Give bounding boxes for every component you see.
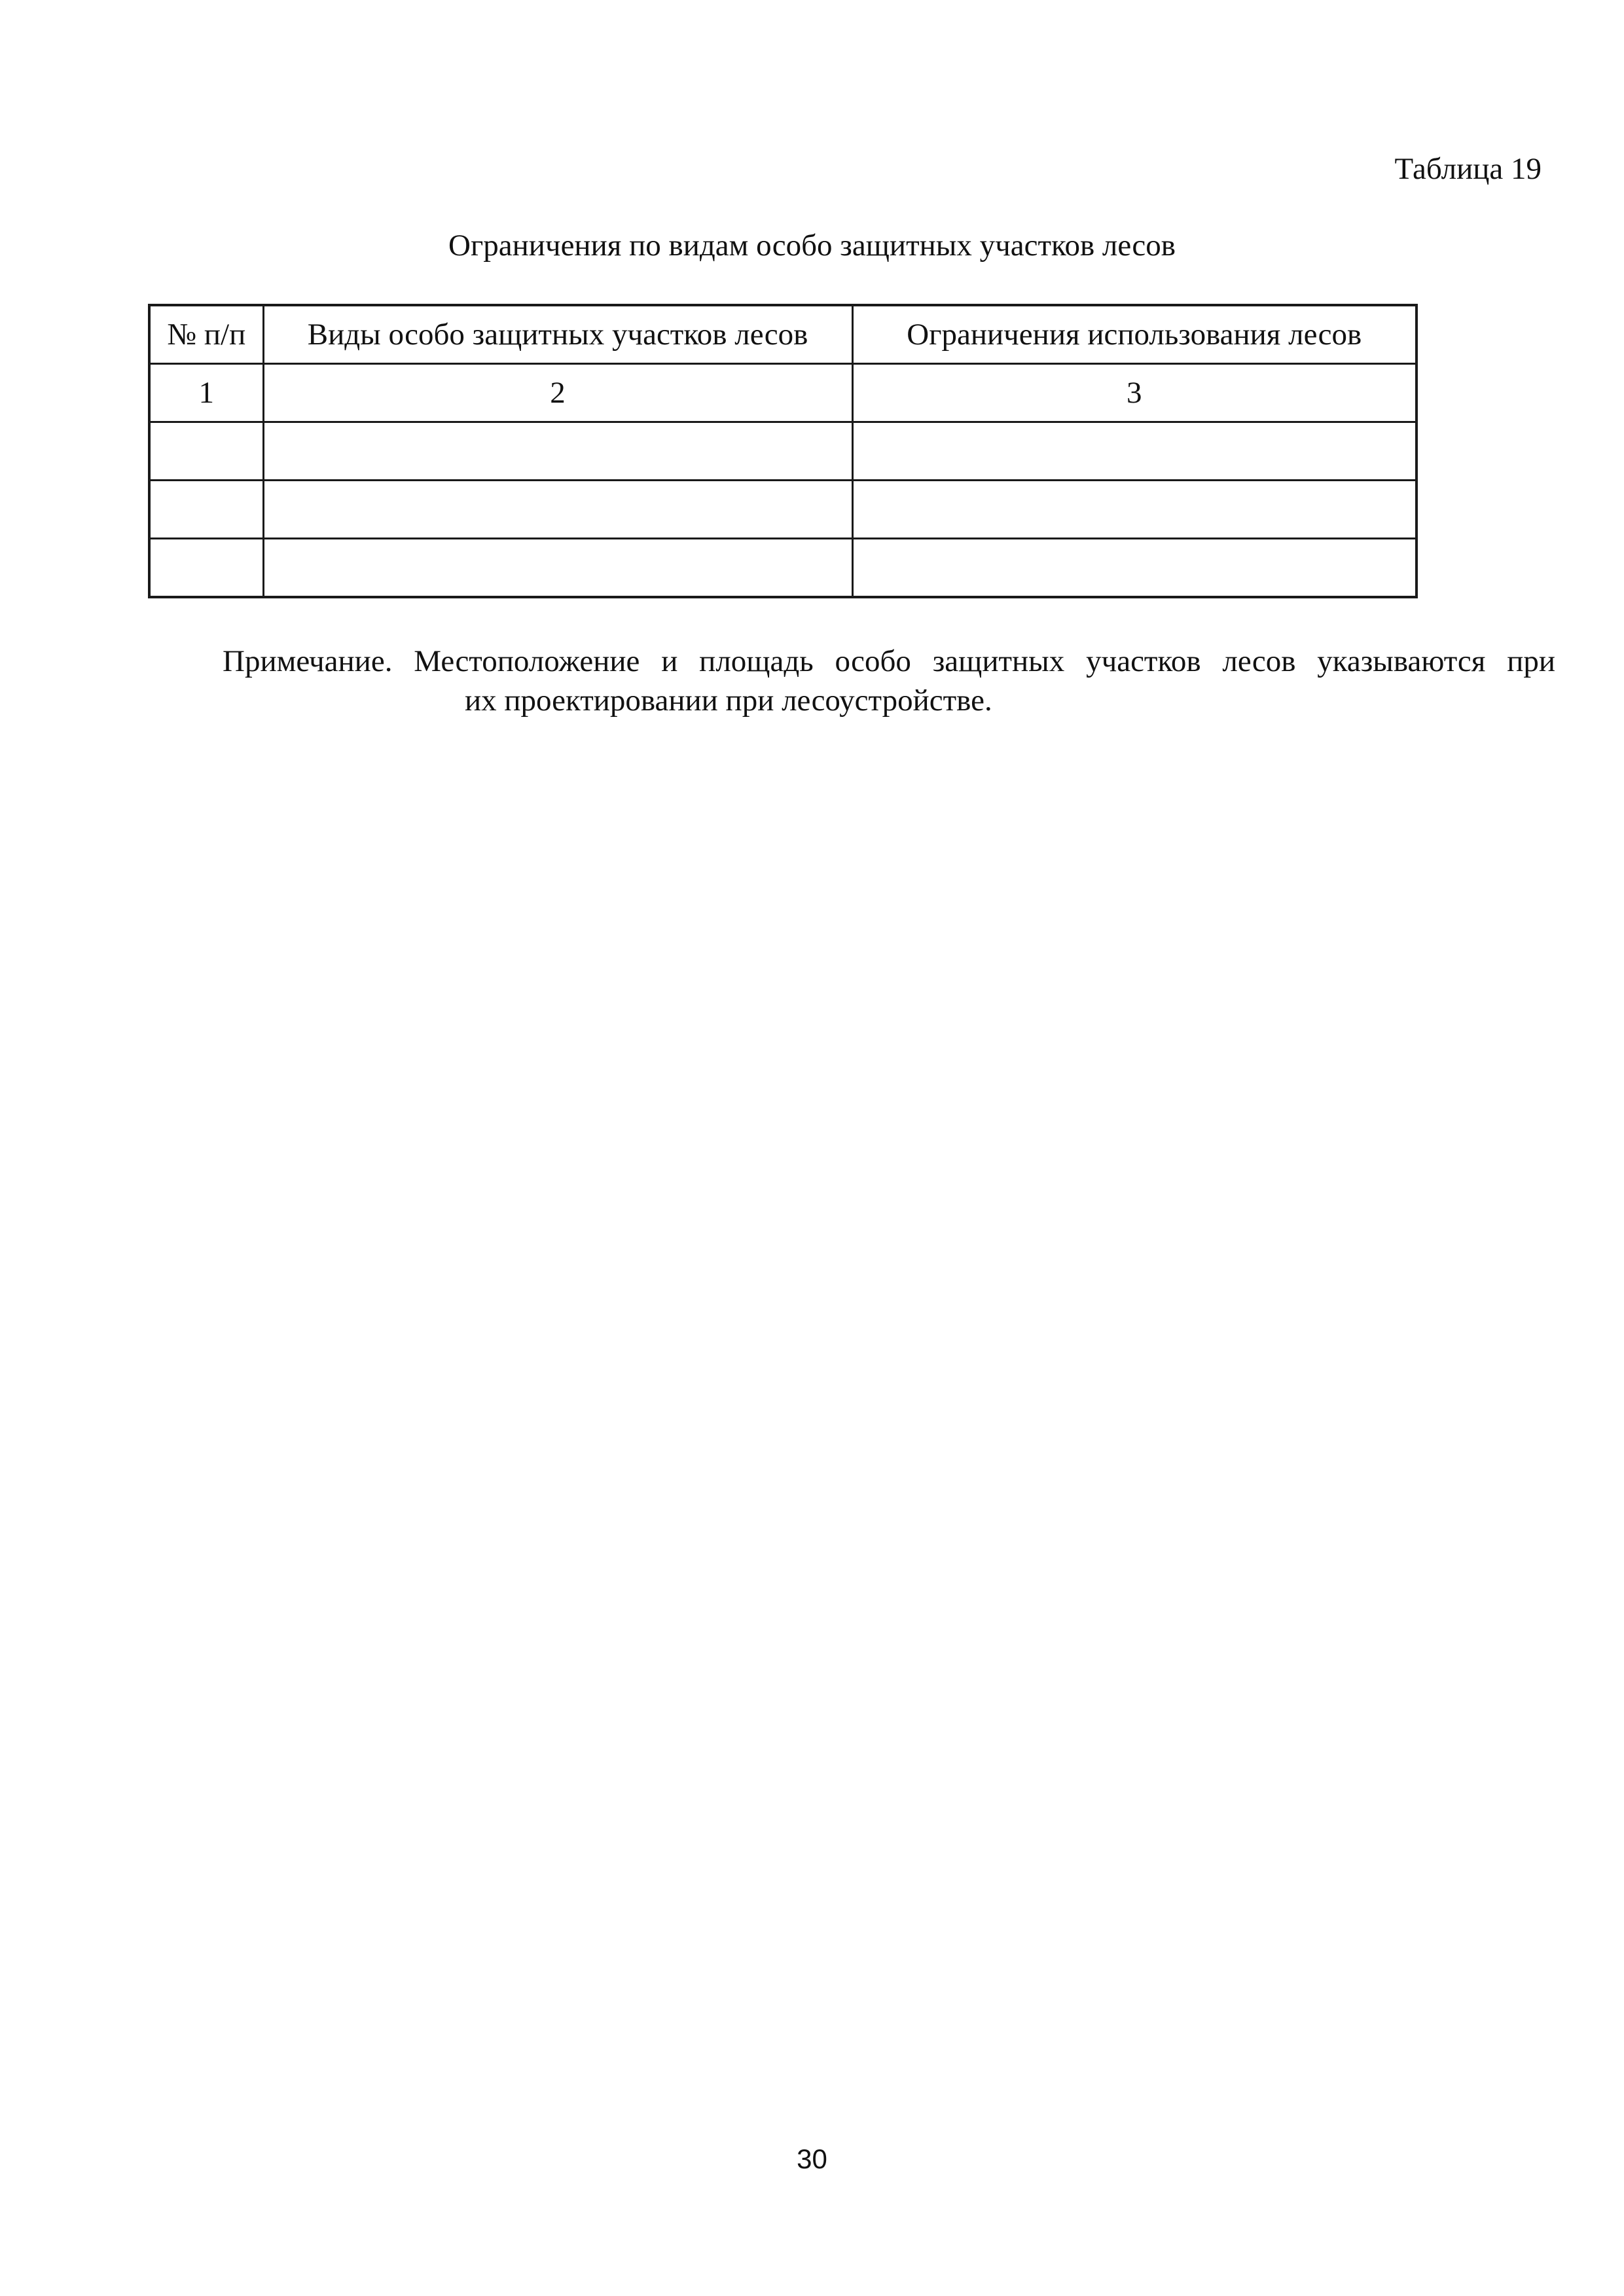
- table-cell: [852, 481, 1416, 539]
- column-number-cell: 1: [149, 364, 263, 422]
- table-title: Ограничения по видам особо защитных участков лесов: [448, 228, 1176, 263]
- page-number: 30: [797, 2143, 827, 2174]
- column-number-cell: 2: [263, 364, 852, 422]
- table-note: [223, 642, 1555, 720]
- note-line-1: Примечание. Местоположение и площадь особо защитных участков лесов указываются при: [223, 644, 1555, 678]
- table-header-row: [149, 305, 1416, 364]
- table-cell: [263, 422, 852, 481]
- column-number-cell: 3: [852, 364, 1416, 422]
- table-cell: [149, 422, 263, 481]
- column-number-row: [149, 364, 1416, 422]
- header-cell-number: № п/п: [149, 305, 263, 364]
- table-row: [149, 481, 1416, 539]
- table-cell: [149, 481, 263, 539]
- table-row: [149, 422, 1416, 481]
- table-label: Таблица 19: [1394, 152, 1542, 186]
- header-cell-area-types: Виды особо защитных участков лесов: [263, 305, 852, 364]
- table-row: [149, 539, 1416, 598]
- table-cell: [263, 539, 852, 598]
- header-cell-restrictions: Ограничения использования лесов: [852, 305, 1416, 364]
- note-line-2: их проектировании при лесоустройстве.: [465, 683, 992, 718]
- table-cell: [149, 539, 263, 598]
- table-cell: [852, 422, 1416, 481]
- restrictions-table: [148, 304, 1418, 598]
- table-cell: [263, 481, 852, 539]
- table-cell: [852, 539, 1416, 598]
